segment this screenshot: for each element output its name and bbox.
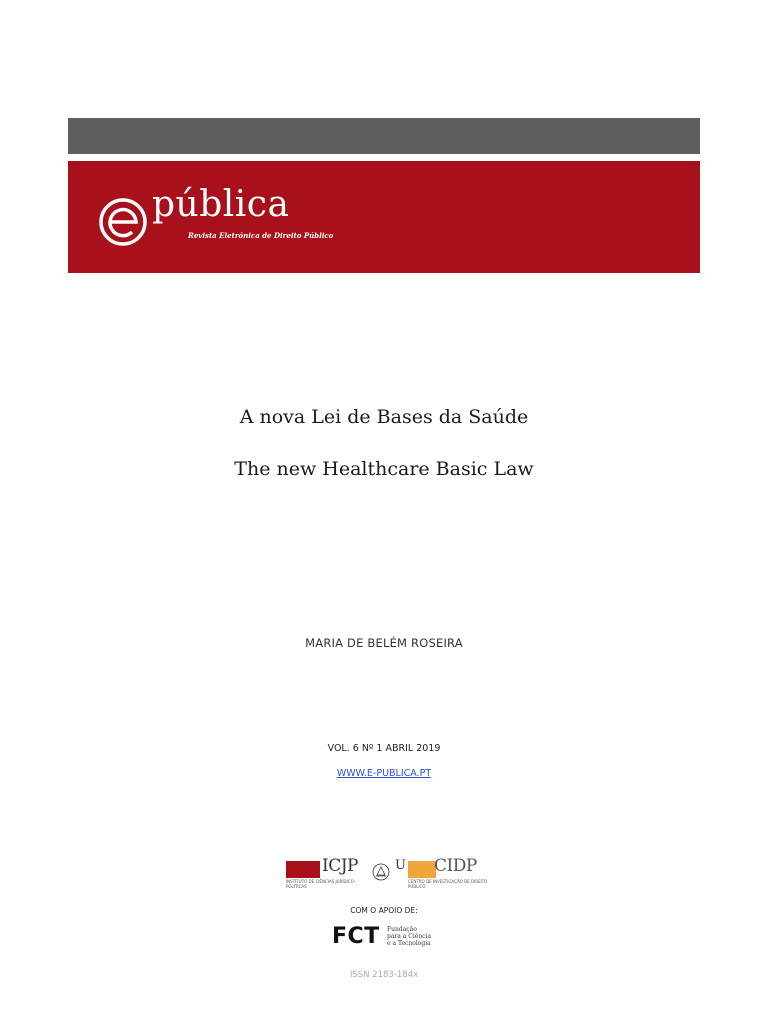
title-english: The new Healthcare Basic Law <box>234 458 534 480</box>
fct-subtitle-line-2: para a Ciência <box>387 933 432 940</box>
cidp-logo-text: CIDP <box>434 856 477 876</box>
fct-subtitle-line-1: Fundação <box>387 926 417 933</box>
author-name: MARIA DE BELÉM ROSEIRA <box>305 636 463 650</box>
fct-subtitle-line-3: e a Tecnologia <box>387 940 431 947</box>
title-portuguese: A nova Lei de Bases da Saúde <box>239 406 529 428</box>
top-gray-bar <box>68 118 700 154</box>
fct-subtitle <box>387 926 437 947</box>
cidp-subtitle: CENTRO DE INVESTIGAÇÃO DE DIREITO PÚBLICO <box>408 879 488 889</box>
logo-wordmark: pública <box>152 184 290 225</box>
ul-mark: U <box>395 858 406 873</box>
support-label: COM O APOIO DE: <box>350 906 418 915</box>
issn-number: ISSN 2183-184x <box>349 970 419 980</box>
icjp-color-block <box>286 861 320 878</box>
website-link[interactable]: WWW.E-PUBLICA.PT <box>336 768 432 779</box>
logo-tagline: Revista Eletrónica de Direito Público <box>188 231 334 240</box>
institution-logos <box>286 858 486 890</box>
cidp-color-block <box>408 861 436 878</box>
fct-logo <box>332 924 442 952</box>
fct-logo-text: FCT <box>332 924 380 949</box>
icjp-logo-text: ICJP <box>322 856 358 876</box>
icjp-subtitle: INSTITUTO DE CIÊNCIAS JURÍDICO-POLÍTICAS <box>286 879 356 889</box>
epublica-logo <box>96 184 336 250</box>
e-circle-logo-icon <box>96 194 154 248</box>
volume-info: VOL. 6 Nº 1 ABRIL 2019 <box>327 743 441 754</box>
website-container <box>0 768 768 779</box>
